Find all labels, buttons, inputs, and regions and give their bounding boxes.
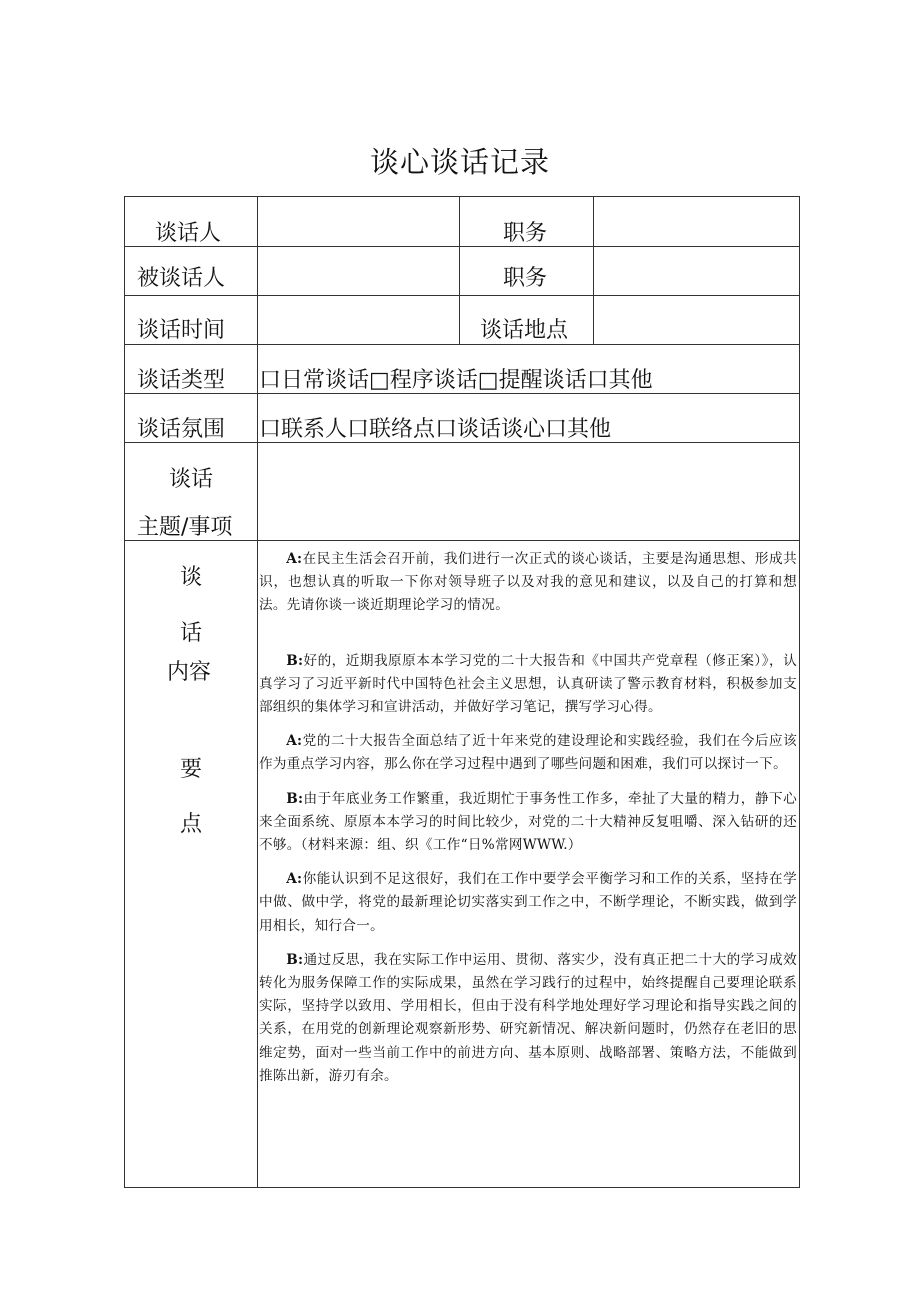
column-divider — [593, 197, 594, 344]
document-title: 谈心谈话记录 — [369, 145, 550, 179]
dialogue-paragraph — [259, 788, 797, 858]
content-label-char-3: 内容 — [167, 660, 212, 685]
talk-atmosphere-options[interactable]: 口联系人口联络点口谈话谈心口其他 — [259, 417, 612, 442]
row-divider — [125, 295, 799, 296]
talk-atmosphere-label: 谈话氛围 — [137, 417, 226, 442]
speaker-tag: B: — [286, 790, 304, 807]
dialogue-paragraph — [259, 949, 797, 1088]
speaker-tag: A: — [286, 871, 303, 888]
talk-type-options[interactable]: 口日常谈话□程序谈话□提醒谈话口其他 — [259, 368, 653, 393]
talk-content-cell — [125, 540, 799, 1187]
content-label-char-2: 话 — [180, 621, 203, 646]
dialogue-paragraph — [259, 868, 797, 938]
talkee-position-label: 职务 — [503, 266, 548, 291]
dialogue-text: 党的二十大报告全面总结了近十年来党的建设理论和实践经验，我们在今后应该作为重点学习内容，那么你在学习过程中遇到了哪些问题和困难，我们可以探讨一下。 — [259, 733, 797, 773]
dialogue-text: 你能认识到不足这很好，我们在工作中要学会平衡学习和工作的关系，坚持在学中做、做中学，将党的最新理论切实落实到工作之中，不断学理论，不断实践，做到学用相长，知行合一。 — [259, 871, 797, 934]
row-divider — [125, 246, 799, 247]
time-label: 谈话时间 — [137, 318, 226, 343]
dialogue-text: 由于年底业务工作繁重，我近期忙于事务性工作多，牵扯了大量的精力，静下心来全面系统、原原本本学习的时间比较少，对党的二十大精神反复咀嚼、深入钻研的还不够。（材料来源：组、织《工作“日%常网WWW.） — [259, 790, 797, 854]
talker-label: 谈话人 — [155, 221, 222, 246]
dialogue-paragraph — [259, 548, 797, 618]
place-label: 谈话地点 — [480, 318, 569, 343]
row-divider — [125, 344, 799, 345]
dialogue-text: 通过反思，我在实际工作中运用、贯彻、落实少，没有真正把二十大的学习成效转化为服务保障工作的实际成果，虽然在学习践行的过程中，始终提醒自己要理论联系实际，坚持学以致用、学用相长，但由于没有科学地处理好学习理论和指导实践之间的关系，在用党的创新理论观察新形势、研究新情况、解决新问题时，仍然存在老旧的思维定势，面对一些当前工作中的前进方向、基本原则、战略部署、策略方法，不能做到推陈出新，游刃有余。 — [259, 951, 797, 1084]
dialogue-text: 在民主生活会召开前，我们进行一次正式的谈心谈话，主要是沟通思想、形成共识，也想认真的听取一下你对领导班子以及对我的意见和建议，以及自己的打算和想法。先请你谈一谈近期理论学习的情况。 — [259, 551, 797, 614]
content-label-char-1: 谈 — [180, 565, 203, 590]
dialogue-paragraph — [259, 650, 797, 720]
speaker-tag: A: — [286, 733, 303, 750]
speaker-tag: A: — [286, 551, 303, 567]
talkee-label: 被谈话人 — [137, 266, 226, 291]
speaker-tag: B: — [286, 652, 304, 669]
dialogue-paragraph — [259, 730, 797, 776]
content-label-char-4: 要 — [180, 757, 203, 782]
speaker-tag: B: — [286, 951, 304, 968]
content-label-char-5: 点 — [180, 812, 203, 837]
talk-content — [259, 548, 797, 1099]
dialogue-text: 好的，近期我原原本本学习党的二十大报告和《中国共产党章程（修正案）》，认真学习了习近平新时代中国特色社会主义思想，认真研读了警示教育材料，积极参加支部组织的集体学习和宣讲活动，并做好学习笔记，撰写学习心得。 — [259, 652, 797, 716]
talk-record-form — [124, 196, 800, 1188]
topic-label-line1: 谈话 — [169, 467, 214, 492]
column-divider — [459, 197, 460, 344]
talker-position-label: 职务 — [503, 221, 548, 246]
talk-type-label: 谈话类型 — [137, 368, 226, 393]
topic-label-line2: 主题/事项 — [137, 515, 233, 540]
